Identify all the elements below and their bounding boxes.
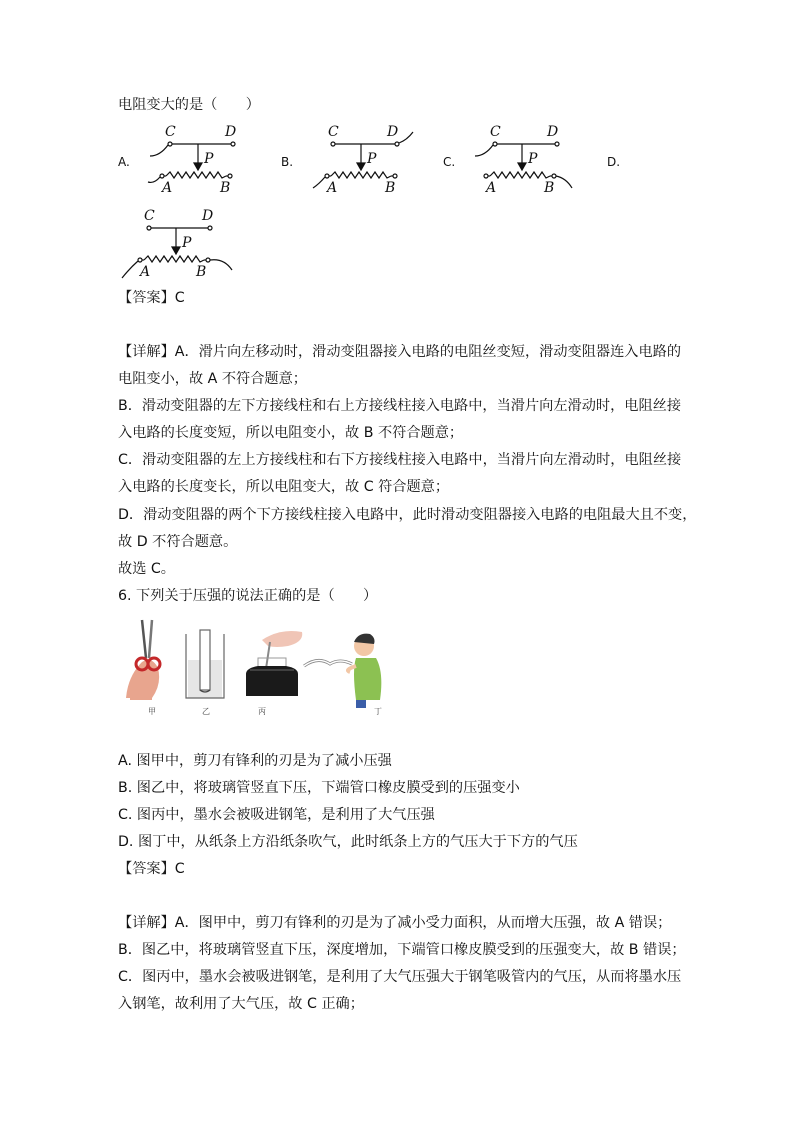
q6-detail-line: 【详解】A．图甲中，剪刀有锋利的刃是为了减小受力面积，从而增大压强，故 A 错误； bbox=[118, 915, 672, 931]
q5-rheostat-diagrams bbox=[110, 118, 710, 200]
q5-option-d-letter: D. bbox=[607, 155, 621, 169]
q6-option-a: A. 图甲中，剪刀有锋利的刃是为了减小压强 bbox=[118, 753, 392, 769]
label-d: D bbox=[547, 124, 559, 140]
q5-option-c-letter: C. bbox=[443, 155, 456, 169]
q5-option-a-letter: A. bbox=[118, 155, 130, 169]
rheostat-diagram-c bbox=[475, 124, 572, 196]
label-b: B bbox=[385, 180, 396, 196]
label-d: D bbox=[202, 208, 214, 224]
caption-yi: 乙 bbox=[202, 707, 210, 716]
beaker-tube-illustration bbox=[186, 630, 224, 698]
scissors-hand-illustration bbox=[126, 620, 160, 700]
label-b: B bbox=[196, 264, 207, 280]
q5-detail-line: D．滑动变阻器的两个下方接线柱接入电路中，此时滑动变阻器接入电路的电阻最大且不变， bbox=[118, 507, 697, 523]
answer-value: C bbox=[174, 290, 185, 306]
q5-detail-line: 故 D 不符合题意。 bbox=[118, 534, 238, 550]
q5-detail-line: 【详解】A．滑片向左移动时，滑动变阻器接入电路的电阻丝变短，滑动变阻器连入电路的 bbox=[118, 344, 682, 360]
q5-stem-tail: 电阻变大的是（ ） bbox=[118, 97, 260, 113]
label-c: C bbox=[328, 124, 339, 140]
q5-answer-line bbox=[118, 288, 185, 308]
q6-option-c: C. 图丙中，墨水会被吸进钢笔，是利用了大气压强 bbox=[118, 807, 435, 823]
q5-detail-line: 电阻变小，故 A 不符合题意； bbox=[118, 371, 307, 387]
label-p: P bbox=[182, 235, 192, 251]
label-b: B bbox=[544, 180, 555, 196]
label-p: P bbox=[528, 151, 538, 167]
answer-value: C bbox=[174, 861, 185, 877]
label-b: B bbox=[220, 180, 231, 196]
rheostat-diagram-d bbox=[118, 202, 248, 284]
rheostat-diagram-a bbox=[148, 124, 236, 196]
label-c: C bbox=[165, 124, 176, 140]
label-d: D bbox=[387, 124, 399, 140]
q5-detail-line: 入电路的长度变长，所以电阻变大，故 C 符合题意； bbox=[118, 479, 450, 495]
label-p: P bbox=[367, 151, 377, 167]
label-a: A bbox=[327, 180, 338, 196]
q5-detail-line: B．滑动变阻器的左下方接线柱和右上方接线柱接入电路中，当滑片向左滑动时，电阻丝接 bbox=[118, 398, 682, 414]
q5-option-b-letter: B. bbox=[281, 155, 294, 169]
q5-detail-line: 故选 C。 bbox=[118, 561, 175, 577]
label-a: A bbox=[486, 180, 497, 196]
q6-stem: 6. 下列关于压强的说法正确的是（ ） bbox=[118, 588, 378, 604]
label-a: A bbox=[162, 180, 173, 196]
q6-answer-line bbox=[118, 859, 185, 879]
answer-tag: 【答案】 bbox=[118, 290, 175, 306]
boy-blowing-paper-illustration bbox=[304, 634, 381, 708]
label-p: P bbox=[204, 151, 214, 167]
q6-detail-line: B．图乙中，将玻璃管竖直下压，深度增加，下端管口橡皮膜受到的压强变大，故 B 错误； bbox=[118, 942, 686, 958]
q6-detail-line: 入钢笔，故利用了大气压，故 C 正确； bbox=[118, 996, 364, 1012]
q5-detail-line: 入电路的长度变短，所以电阻变小，故 B 不符合题意； bbox=[118, 425, 464, 441]
q5-detail-line: C．滑动变阻器的左上方接线柱和右下方接线柱接入电路中，当滑片向左滑动时，电阻丝接 bbox=[118, 452, 682, 468]
q6-option-b: B. 图乙中，将玻璃管竖直下压，下端管口橡皮膜受到的压强变小 bbox=[118, 780, 520, 796]
answer-tag: 【答案】 bbox=[118, 861, 175, 877]
q6-option-d: D. 图丁中，从纸条上方沿纸条吹气，此时纸条上方的气压大于下方的气压 bbox=[118, 834, 578, 850]
caption-jia: 甲 bbox=[148, 707, 156, 716]
label-c: C bbox=[490, 124, 501, 140]
q6-figure bbox=[118, 612, 408, 724]
caption-bing: 丙 bbox=[258, 707, 266, 716]
q6-detail-line: C．图丙中，墨水会被吸进钢笔，是利用了大气压强大于钢笔吸管内的气压，从而将墨水压 bbox=[118, 969, 682, 985]
rheostat-diagram-b bbox=[313, 124, 413, 196]
ink-bottle-pen-illustration bbox=[246, 631, 302, 696]
label-a: A bbox=[140, 264, 151, 280]
caption-ding: 丁 bbox=[374, 707, 382, 716]
label-d: D bbox=[225, 124, 237, 140]
label-c: C bbox=[144, 208, 155, 224]
